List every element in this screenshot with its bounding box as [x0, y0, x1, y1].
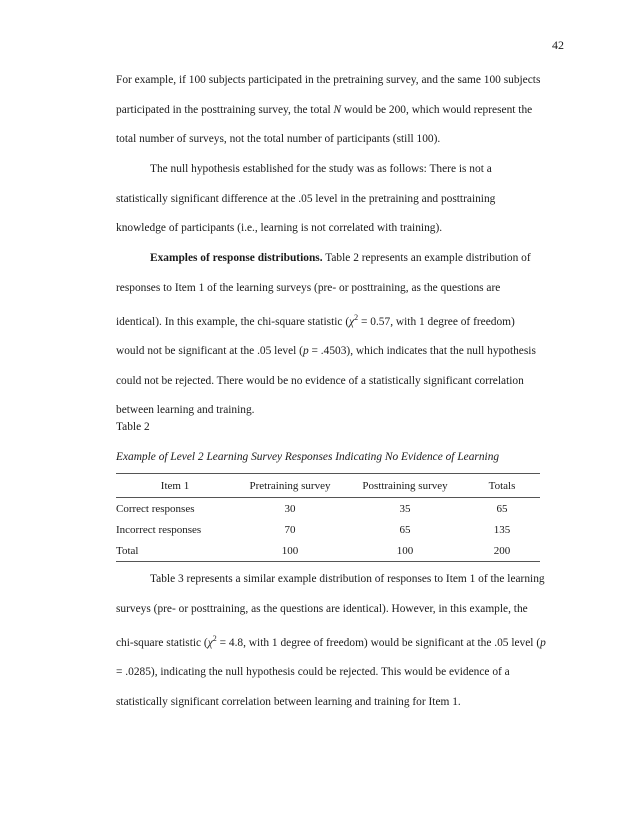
- table-caption: Example of Level 2 Learning Survey Responses Indicating No Evidence of Learning: [116, 451, 500, 463]
- table-cell: 135: [493, 523, 511, 536]
- table-header-cell: Posttraining survey: [362, 479, 448, 492]
- table-cell: 200: [493, 544, 511, 557]
- paragraph-1: For example, if 100 subjects participated in the pretraining survey, and the same 100 subjects participated in the posttraining survey, the total N would be 200, which would represent the total number of surveys, not the total number of participants (still 100).: [116, 74, 541, 145]
- table-header-cell: Totals: [488, 479, 516, 492]
- table-cell: 30: [284, 502, 296, 515]
- table-row: [116, 498, 540, 520]
- table-cell: Incorrect responses: [116, 523, 202, 536]
- table-header-row: [116, 474, 540, 498]
- table-header-cell: Item 1: [160, 479, 190, 492]
- page-number: 42: [552, 38, 564, 52]
- table-cell: 65: [399, 523, 411, 536]
- table-cell: 35: [399, 502, 411, 515]
- paragraph-table-3: Table 3 represents a similar example distribution of responses to Item 1 of the learning surveys (pre- or posttraining, as the questions are identical). However, in this example, the chi-square statistic ($\chi^2 = 4.8$, with 1 degree of freedom) would be significant at the .05 level (p = .0285), indicating the null hypothesis could be rejected. This would be evidence of a statistically significant correlation between learning and training for Item 1.: [116, 573, 546, 708]
- table-header-cell: Pretraining survey: [249, 479, 331, 492]
- paragraph-response-distributions: Examples of response distributions. Table 2 represents an example distribution of responses to Item 1 of the learning surveys (pre- or posttraining, as the questions are identical). In this example, the chi-square statistic ($\chi^2 = 0.57$, with 1 degree of freedom) would not be significant at the .05 level (p = .4503), which indicates that the null hypothesis could not be rejected. There would be no evidence of a statistically significant correlation between learning and training.: [116, 252, 536, 417]
- table-cell: Correct responses: [116, 502, 195, 515]
- table-cell: 100: [281, 544, 299, 557]
- section-heading: Examples of response distributions.: [150, 252, 323, 264]
- table-cell: 65: [496, 502, 508, 515]
- table-row: [116, 519, 540, 540]
- table-row: [116, 540, 540, 562]
- response-table: [116, 473, 540, 562]
- table-cell: Total: [116, 544, 139, 557]
- paragraph-null-hypothesis: The null hypothesis established for the study was as follows: There is not a statistically significant difference at the .05 level in the pretraining and posttraining knowledge of participants (i.e., learning is not correlated with training).: [116, 163, 496, 234]
- table-cell: 100: [396, 544, 414, 557]
- table-cell: 70: [284, 523, 296, 536]
- table-label: Table 2: [116, 421, 150, 433]
